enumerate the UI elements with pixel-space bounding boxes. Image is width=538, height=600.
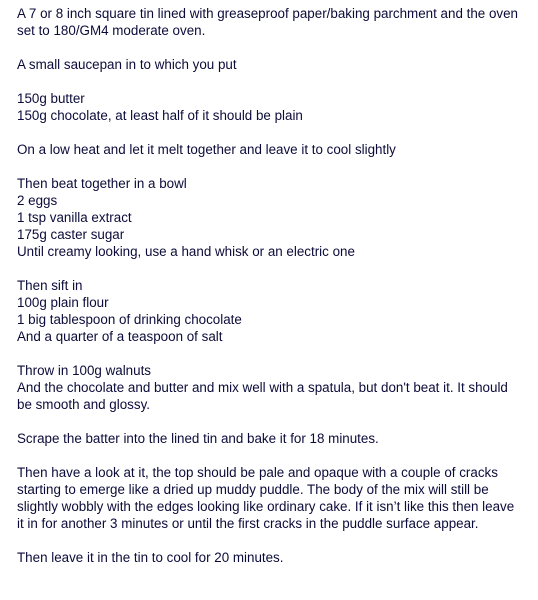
recipe-document	[17, 5, 522, 583]
ingredient-line: And a quarter of a teaspoon of salt	[17, 329, 223, 344]
ingredient-line: 1 tsp vanilla extract	[17, 210, 132, 225]
paragraph-melt	[17, 141, 522, 158]
paragraph-walnuts	[17, 362, 522, 413]
text-line: Until creamy looking, use a hand whisk or an electric one	[17, 244, 355, 259]
paragraph-bake	[17, 430, 522, 447]
ingredient-line: 150g chocolate, at least half of it should be plain	[17, 108, 303, 123]
paragraph-sift-in	[17, 277, 522, 345]
text-line: Then beat together in a bowl	[17, 176, 187, 191]
paragraph-beat-together	[17, 175, 522, 260]
text-line: Throw in 100g walnuts	[17, 363, 151, 378]
ingredient-line: 175g caster sugar	[17, 227, 125, 242]
ingredient-line: 150g butter	[17, 91, 85, 106]
text-line: A small saucepan in to which you put	[17, 57, 237, 72]
text-line: Then sift in	[17, 278, 83, 293]
paragraph-tin-and-oven	[17, 5, 522, 39]
text-line: Then leave it in the tin to cool for 20 minutes.	[17, 550, 284, 565]
paragraph-saucepan	[17, 56, 522, 73]
text-line: A 7 or 8 inch square tin lined with greaseproof paper/baking parchment and the oven set to 180/GM4 moderate oven.	[17, 6, 522, 38]
ingredient-line: 2 eggs	[17, 193, 58, 208]
text-line: On a low heat and let it melt together and leave it to cool slightly	[17, 142, 396, 157]
ingredient-line: 1 big tablespoon of drinking chocolate	[17, 312, 242, 327]
text-line: Scrape the batter into the lined tin and bake it for 18 minutes.	[17, 431, 379, 446]
text-line: Then have a look at it, the top should be pale and opaque with a couple of cracks starting to emerge like a dried up muddy puddle. The body of the mix will still be slightly wobbly with the edges looking like ordinary cake. If it isn’t like this then leave it in for another 3 minutes or until the first cracks in the puddle surface appear.	[17, 465, 518, 531]
ingredient-line: 100g plain flour	[17, 295, 109, 310]
paragraph-cool	[17, 549, 522, 566]
text-line: And the chocolate and butter and mix well with a spatula, but don't beat it. It should be smooth and glossy.	[17, 380, 512, 412]
paragraph-butter-chocolate	[17, 90, 522, 124]
paragraph-check	[17, 464, 522, 532]
